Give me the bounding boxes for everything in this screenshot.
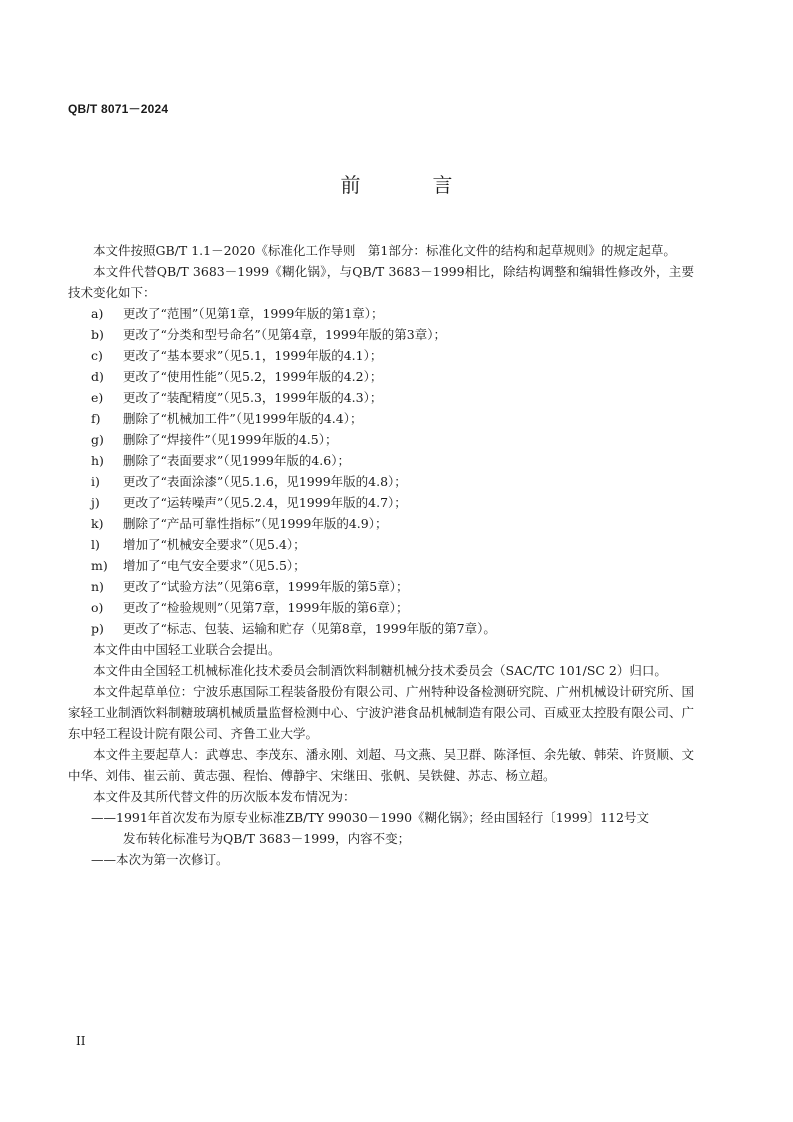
paragraph-history-intro: 本文件及其所代替文件的历次版本发布情况为：	[93, 789, 356, 804]
list-item	[68, 534, 694, 555]
list-item-text: 更改了“分类和型号命名”（见第4章，1999年版的第3章）；	[123, 327, 446, 342]
paragraph-drafters: 本文件主要起草人：武尊忠、李茂东、潘永刚、刘超、马文燕、吴卫群、陈泽恒、余先敏、韩荣、许贤顺、文中华、刘伟、崔云前、黄志强、程怡、傅静宇、宋继田、张帆、吴铁健、苏志、杨立超。	[68, 747, 694, 783]
paragraph-proposer: 本文件由中国轻工业联合会提出。	[93, 642, 281, 657]
list-item-text: 更改了“试验方法”（见第6章，1999年版的第5章）；	[123, 579, 409, 594]
paragraph-drafting-units: 本文件起草单位：宁波乐惠国际工程装备股份有限公司、广州特种设备检测研究院、广州机械设计研究所、国家轻工业制酒饮料制糖玻璃机械质量监督检测中心、宁波沪港食品机械制造有限公司、百威亚太控股有限公司、广东中轻工程设计院有限公司、齐鲁工业大学。	[68, 684, 694, 741]
list-item	[68, 366, 694, 387]
list-item-text: 删除了“焊接件”（见1999年版的4.5）；	[123, 432, 338, 447]
list-item-text: 删除了“产品可靠性指标”（见1999年版的4.9）；	[123, 516, 388, 531]
list-item-letter: f)	[91, 411, 101, 426]
history-item: ——1991年首次发布为原专业标准ZB/TY 99030－1990《糊化锅》；经由国轻行〔1999〕112号文	[91, 810, 649, 825]
list-item-letter: c)	[91, 348, 103, 363]
list-item	[68, 408, 694, 429]
list-item-letter: n)	[91, 579, 104, 594]
list-item-letter: k)	[91, 516, 104, 531]
list-item-letter: j)	[91, 495, 100, 510]
list-item-text: 删除了“机械加工件”（见1999年版的4.4）；	[123, 411, 363, 426]
list-item-text: 增加了“电气安全要求”（见5.5）；	[123, 558, 306, 573]
list-item	[68, 492, 694, 513]
list-item-text: 更改了“标志、包装、运输和贮存（见第8章，1999年版的第7章）。	[123, 621, 496, 636]
paragraph-replacement: 本文件代替QB/T 3683－1999《糊化锅》，与QB/T 3683－1999相比，除结构调整和编辑性修改外，主要技术变化如下：	[68, 264, 694, 300]
list-item-letter: e)	[91, 390, 104, 405]
list-item	[68, 597, 694, 618]
document-code: QB/T 8071－2024	[68, 102, 169, 116]
list-item	[68, 345, 694, 366]
list-item-letter: d)	[91, 369, 104, 384]
list-item-letter: m)	[91, 558, 108, 573]
paragraph-drafting-rules: 本文件按照GB/T 1.1－2020《标准化工作导则 第1部分：标准化文件的结构和起草规则》的规定起草。	[93, 243, 676, 258]
paragraph-administrator: 本文件由全国轻工机械标准化技术委员会制酒饮料制糖机械分技术委员会（SAC/TC 101/SC 2）归口。	[93, 663, 667, 678]
page-title: 前 言	[340, 173, 479, 197]
list-item	[68, 324, 694, 345]
list-item-text: 更改了“使用性能”（见5.2，1999年版的4.2）；	[123, 369, 383, 384]
list-item	[68, 555, 694, 576]
list-item-text: 更改了“范围”（见第1章，1999年版的第1章）；	[123, 306, 384, 321]
list-item-letter: h)	[91, 453, 104, 468]
list-item-letter: g)	[91, 432, 104, 447]
history-item-continuation: 发布转化标准号为QB/T 3683－1999，内容不变；	[123, 831, 411, 846]
list-item-text: 更改了“表面涂漆”（见5.1.6，见1999年版的4.8）；	[123, 474, 407, 489]
list-item	[68, 576, 694, 597]
page-number: II	[76, 1034, 86, 1048]
list-item	[68, 513, 694, 534]
list-item-letter: a)	[91, 306, 104, 321]
list-item-letter: p)	[91, 621, 104, 636]
list-item-text: 更改了“检验规则”（见第7章，1999年版的第6章）；	[123, 600, 409, 615]
list-item-letter: l)	[91, 537, 100, 552]
list-item-text: 更改了“装配精度”（见5.3，1999年版的4.3）；	[123, 390, 383, 405]
list-item-letter: i)	[91, 474, 100, 489]
list-item	[68, 387, 694, 408]
list-item	[68, 471, 694, 492]
list-item	[68, 303, 694, 324]
list-item-letter: o)	[91, 600, 104, 615]
list-item	[68, 618, 694, 639]
list-item-text: 更改了“基本要求”（见5.1，1999年版的4.1）；	[123, 348, 383, 363]
history-list	[68, 807, 694, 870]
list-item-text: 删除了“表面要求”（见1999年版的4.6）；	[123, 453, 350, 468]
list-item-text: 更改了“运转噪声”（见5.2.4，见1999年版的4.7）；	[123, 495, 407, 510]
history-item: ——本次为第一次修订。	[91, 852, 229, 867]
list-item	[68, 429, 694, 450]
list-item	[68, 450, 694, 471]
foreword-body	[68, 240, 694, 870]
changes-list	[68, 303, 694, 639]
list-item-text: 增加了“机械安全要求”（见5.4）；	[123, 537, 306, 552]
list-item-letter: b)	[91, 327, 104, 342]
